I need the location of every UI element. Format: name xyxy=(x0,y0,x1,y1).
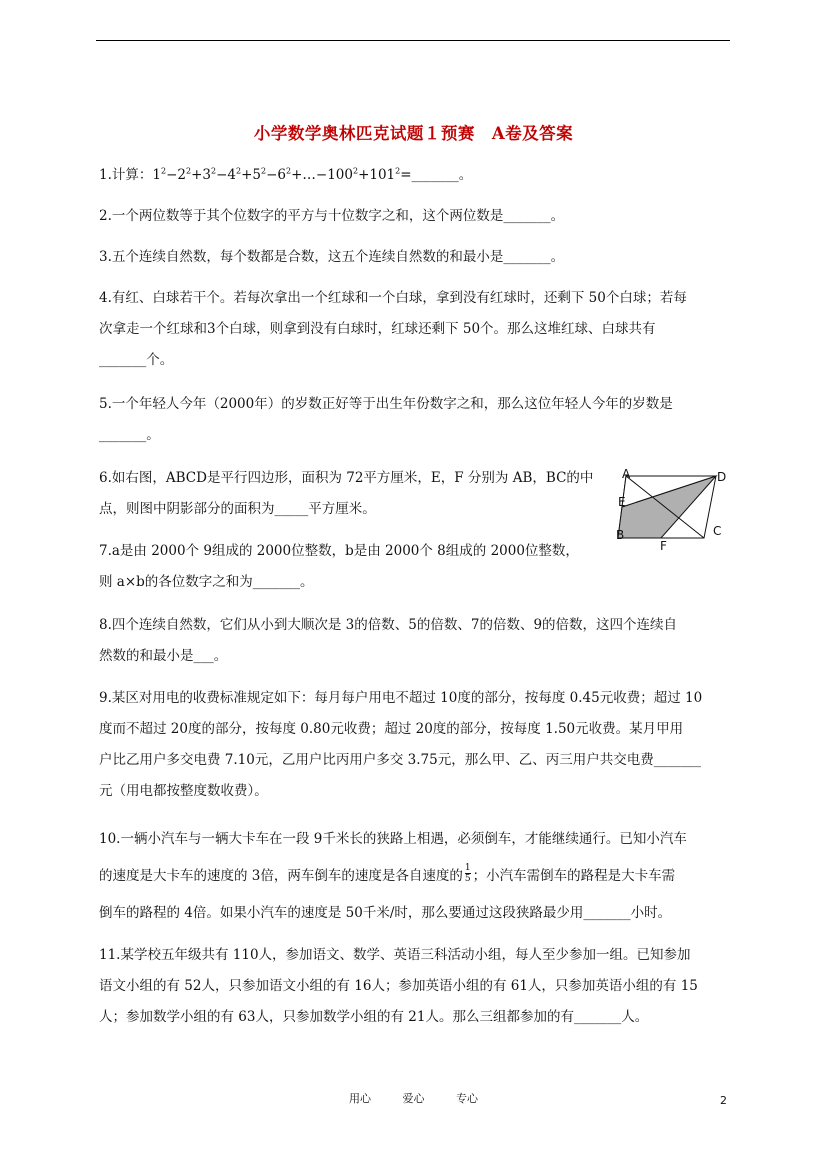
label-b: B xyxy=(616,528,625,542)
question-4 xyxy=(99,283,733,376)
q7-line-2: 则 a×b的各位数字之和为_______。 xyxy=(99,574,314,590)
q5-line-2: _______。 xyxy=(99,427,160,443)
question-8 xyxy=(99,610,733,672)
footer-item-2: 爱心 xyxy=(402,1092,425,1105)
q8-line-1: 8.四个连续自然数，它们从小到大顺次是 3的倍数、5的倍数、7的倍数、9的倍数，这四个连续自 xyxy=(99,617,678,633)
q3-line: 3.五个连续自然数，每个数都是合数，这五个连续自然数的和最小是_______。 xyxy=(99,249,565,265)
q11-line-2: 语文小组的有 52人，只参加语文小组的有 16人；参加英语小组的有 61人，只参加英语小组的有 15 xyxy=(99,978,698,994)
label-e: E xyxy=(618,495,626,509)
label-a: A xyxy=(622,467,631,481)
q2-line: 2.一个两位数等于其个位数字的平方与十位数字之和，这个两位数是_______。 xyxy=(99,208,565,224)
q9-line-4: 元（用电都按整度数收费）。 xyxy=(99,783,268,799)
label-c: C xyxy=(713,524,722,538)
q6-line-1: 6.如右图，ABCD是平行四边形，面积为 72平方厘米，E，F 分别为 AB，BC的中 xyxy=(99,470,594,486)
q4-line-2: 次拿走一个红球和3个白球，则拿到没有白球时，红球还剩下 50个。那么这堆红球、白球共有 xyxy=(99,321,656,337)
q9-line-2: 度而不超过 20度的部分，按每度 0.80元收费；超过 20度的部分，按每度 1.50元收费。某月甲用 xyxy=(99,721,684,737)
page-footer xyxy=(0,1090,827,1106)
q9-line-1: 9.某区对用电的收费标准规定如下：每月每户用电不超过 10度的部分，按每度 0.45元收费；超过 10 xyxy=(99,690,703,706)
footer-item-3: 专心 xyxy=(456,1092,478,1105)
header-rule xyxy=(96,40,730,41)
q8-line-2: 然数的和最小是___。 xyxy=(99,648,228,664)
q9-line-3: 户比乙用户多交电费 7.10元，乙用户比丙用户多交 3.75元，那么甲、乙、丙三用户共交电费_______ xyxy=(99,752,701,768)
page-number: 2 xyxy=(720,1094,727,1107)
question-9 xyxy=(99,683,733,807)
q11-line-3: 人；参加数学小组的有 63人，只参加数学小组的有 21人。那么三组都参加的有_______人。 xyxy=(99,1009,649,1025)
fraction-one-fifth: $\frac{1}{5}$ xyxy=(464,863,471,884)
question-5 xyxy=(99,389,733,451)
q1-expression: $1^2-2^2+3^2-4^2+5^2-6^2+\dots-100^2+101^2$ xyxy=(152,166,401,183)
q4-line-3: _______个。 xyxy=(99,352,174,368)
q11-line-1: 11.某学校五年级共有 110人，参加语文、数学、英语三科活动小组，每人至少参加一组。已知参加 xyxy=(99,947,691,963)
question-3 xyxy=(99,242,733,273)
q7-line-1: 7.a是由 2000个 9组成的 2000位整数，b是由 2000个 8组成的 2000位整数， xyxy=(99,543,579,559)
label-d: D xyxy=(717,470,727,484)
q1-prefix: 1.计算： xyxy=(99,167,153,183)
q6-line-2: 点，则图中阴影部分的面积为_____平方厘米。 xyxy=(99,501,376,517)
q10-line-3: 倒车的路程的 4倍。如果小汽车的速度是 50千米/时，那么要通过这段狭路最少用_______小时。 xyxy=(99,905,672,921)
question-2 xyxy=(99,201,733,232)
q10-line-2: 的速度是大卡车的速度的 3倍，两车倒车的速度是各自速度的 $\frac{1}{5}$ ；小汽车需倒车的路程是大卡车需 xyxy=(99,863,676,884)
question-11 xyxy=(99,940,733,1033)
question-10 xyxy=(99,821,733,932)
question-7 xyxy=(99,536,733,598)
label-f: F xyxy=(660,539,667,553)
page-title: 小学数学奥林匹克试题１预赛 A卷及答案 xyxy=(253,124,574,143)
footer-item-1: 用心 xyxy=(349,1092,371,1105)
q10-line-1: 10.一辆小汽车与一辆大卡车在一段 9千米长的狭路上相遇，必须倒车，才能继续通行。已知小汽车 xyxy=(99,831,687,847)
q1-suffix: =_______。 xyxy=(400,167,473,183)
question-1 xyxy=(99,160,733,191)
q4-line-1: 4.有红、白球若干个。若每次拿出一个红球和一个白球，拿到没有红球时，还剩下 50个白球；若每 xyxy=(99,290,687,306)
q5-line-1: 5.一个年轻人今年（2000年）的岁数正好等于出生年份数字之和，那么这位年轻人今年的岁数是 xyxy=(99,396,673,412)
